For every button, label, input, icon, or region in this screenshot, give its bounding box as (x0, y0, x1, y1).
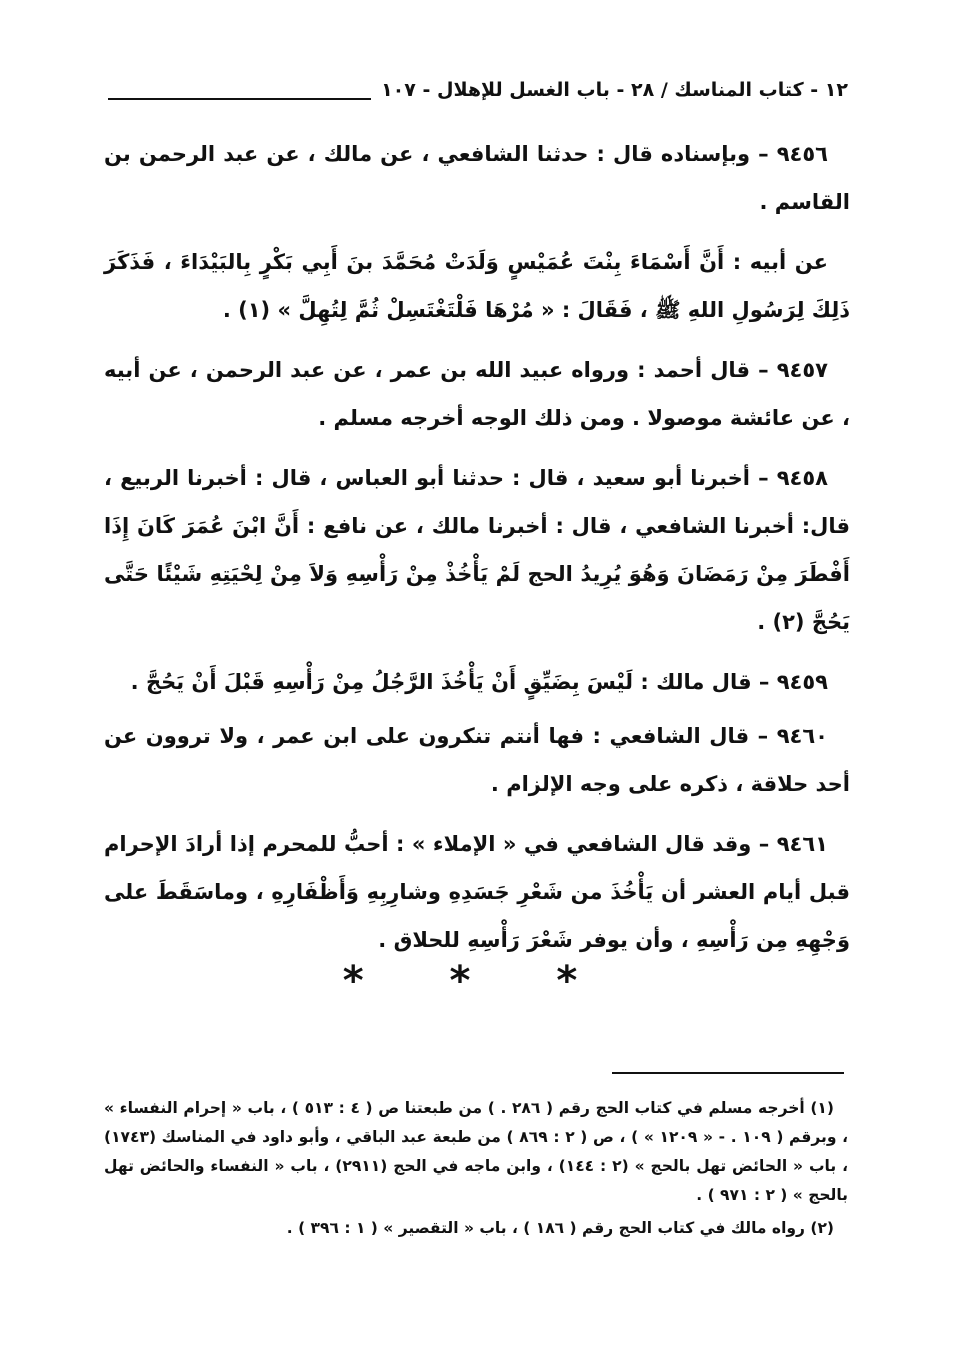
hadith-paragraph: ٩٤٦١ – وقد قال الشافعي في « الإملاء » : أحبُّ للمحرم إذا أرادَ الإحرام قبل أيام العشر أن يَأْخُذَ من شَعْرِ جَسَدِهِ وشارِبِهِ وَأَظْفَارِهِ ، وماسَقَطَ على وَجْهِهِ مِن رَأْسِهِ ، وأن يوفر شَعْرَ رَأْسِهِ للحلاق . (104, 832, 850, 952)
footnote: (١) أخرجه مسلم في كتاب الحج رقم ( ٢٨٦ . ) من طبعتنا ص ( ٤ : ٥١٣ ) ، باب « إحرام النفساء » ، وبرقم ( ١٠٩ . - « ١٢٠٩ » ) ، ص ( ٢ : ٨٦٩ ) من طبعة عبد الباقي ، وأبو داود في المناسك (١٧٤٣) ، باب « الحائض تهل بالحج » (٢ : ١٤٤) ، وابن ماجه في الحج (٢٩١١) ، باب « النفساء والحائض تهل بالحج » ( ٢ : ٩٧١ ) . (104, 1099, 848, 1204)
hadith-text: أخبرنا أبو سعيد ، قال : حدثنا أبو العباس ، قال : أخبرنا الربيع ، قال: أخبرنا الشافعي ، قال : أخبرنا مالك ، عن نافع : أَنَّ ابْنَ عُمَرَ كَانَ إِذَا أَفْطَرَ مِنْ رَمَضَانَ وَهُوَ يُرِيدُ الحج لَمْ يَأْخُذْ مِنْ رَأْسِهِ وَلاَ مِنْ لِحْيَتِهِ شَيْئًا حَتَّى يَحُجَّ (٢) . (104, 466, 850, 634)
hadith-text: وقد قال الشافعي في « الإملاء » : أحبُّ للمحرم إذا أرادَ الإحرام قبل أيام العشر أن يَأْخُذَ من شَعْرِ جَسَدِهِ وشارِبِهِ وَأَظْفَارِهِ ، وماسَقَطَ على وَجْهِهِ مِن رَأْسِهِ ، وأن يوفر شَعْرَ رَأْسِهِ للحلاق . (104, 832, 850, 952)
hadith-text: وبإسناده قال : حدثنا الشافعي ، عن مالك ، عن عبد الرحمن بن القاسم . (104, 142, 850, 214)
footnotes (104, 1094, 848, 1247)
hadith-text: قال مالك : لَيْسَ بِضَيِّقٍ أَنْ يَأْخُذَ الرَّجُلُ مِنْ رَأْسِهِ قَبْلَ أَنْ يَحُجَّ . (130, 670, 752, 694)
hadith-number: ٩٤٥٦ (776, 142, 828, 166)
page-header (108, 72, 848, 104)
hadith-paragraph: ٩٤٥٨ – أخبرنا أبو سعيد ، قال : حدثنا أبو العباس ، قال : أخبرنا الربيع ، قال: أخبرنا الشافعي ، قال : أخبرنا مالك ، عن نافع : أَنَّ ابْنَ عُمَرَ كَانَ إِذَا أَفْطَرَ مِنْ رَمَضَانَ وَهُوَ يُرِيدُ الحج لَمْ يَأْخُذْ مِنْ رَأْسِهِ وَلاَ مِنْ لِحْيَتِهِ شَيْئًا حَتَّى يَحُجَّ (٢) . (104, 466, 850, 634)
running-title: ١٢ - كتاب المناسك / ٢٨ - باب الغسل للإهلال - ١٠٧ (381, 79, 848, 101)
footnote-rule (612, 1072, 844, 1074)
main-text (104, 130, 850, 976)
hadith-text: قال الشافعي : فها أنتم تنكرون على ابن عمر ، ولا تروون عن أحد حلاقة ، ذكره على وجه الإلزام . (104, 724, 850, 796)
hadith-paragraph: ٩٤٦٠ – قال الشافعي : فها أنتم تنكرون على ابن عمر ، ولا تروون عن أحد حلاقة ، ذكره على وجه الإلزام . (104, 724, 850, 796)
hadith-number: ٩٤٥٨ (776, 466, 828, 490)
hadith-number: ٩٤٥٧ (776, 358, 828, 382)
hadith-paragraph: ٩٤٥٩ – قال مالك : لَيْسَ بِضَيِّقٍ أَنْ يَأْخُذَ الرَّجُلُ مِنْ رَأْسِهِ قَبْلَ أَنْ يَحُجَّ . (130, 670, 828, 694)
section-separator: * * * (342, 958, 614, 1004)
hadith-text: عن أبيه : أَنَّ أَسْمَاءَ بِنْتَ عُمَيْسٍ وَلَدَتْ مُحَمَّدَ بنَ أَبِي بَكْرٍ بِالبَيْدَاءَ ، فَذَكَرَ ذَلِكَ لِرَسُولِ اللهِ ﷺ ، فَقَالَ : « مُرْهَا فَلْتَغْتَسِلْ ثُمَّ لِتُهِلَّ » (١) . (104, 250, 850, 322)
hadith-number: ٩٤٥٩ (776, 670, 828, 694)
hadith-paragraph: ٩٤٥٧ – قال أحمد : ورواه عبيد الله بن عمر ، عن عبد الرحمن ، عن أبيه ، عن عائشة موصولا . ومن ذلك الوجه أخرجه مسلم . (104, 358, 850, 430)
hadith-paragraph (104, 238, 850, 334)
hadith-number: ٩٤٦٠ (776, 724, 829, 748)
footnote: (٢) رواه مالك في كتاب الحج رقم ( ١٨٦ ) ، باب « التقصير » ( ١ : ٣٩٦ ) . (286, 1219, 834, 1237)
hadith-text: قال أحمد : ورواه عبيد الله بن عمر ، عن عبد الرحمن ، عن أبيه ، عن عائشة موصولا . ومن ذلك الوجه أخرجه مسلم . (104, 358, 850, 430)
hadith-number: ٩٤٦١ (776, 832, 828, 856)
header-rule (108, 98, 371, 100)
hadith-paragraph: ٩٤٥٦ – وبإسناده قال : حدثنا الشافعي ، عن مالك ، عن عبد الرحمن بن القاسم . (104, 142, 850, 214)
